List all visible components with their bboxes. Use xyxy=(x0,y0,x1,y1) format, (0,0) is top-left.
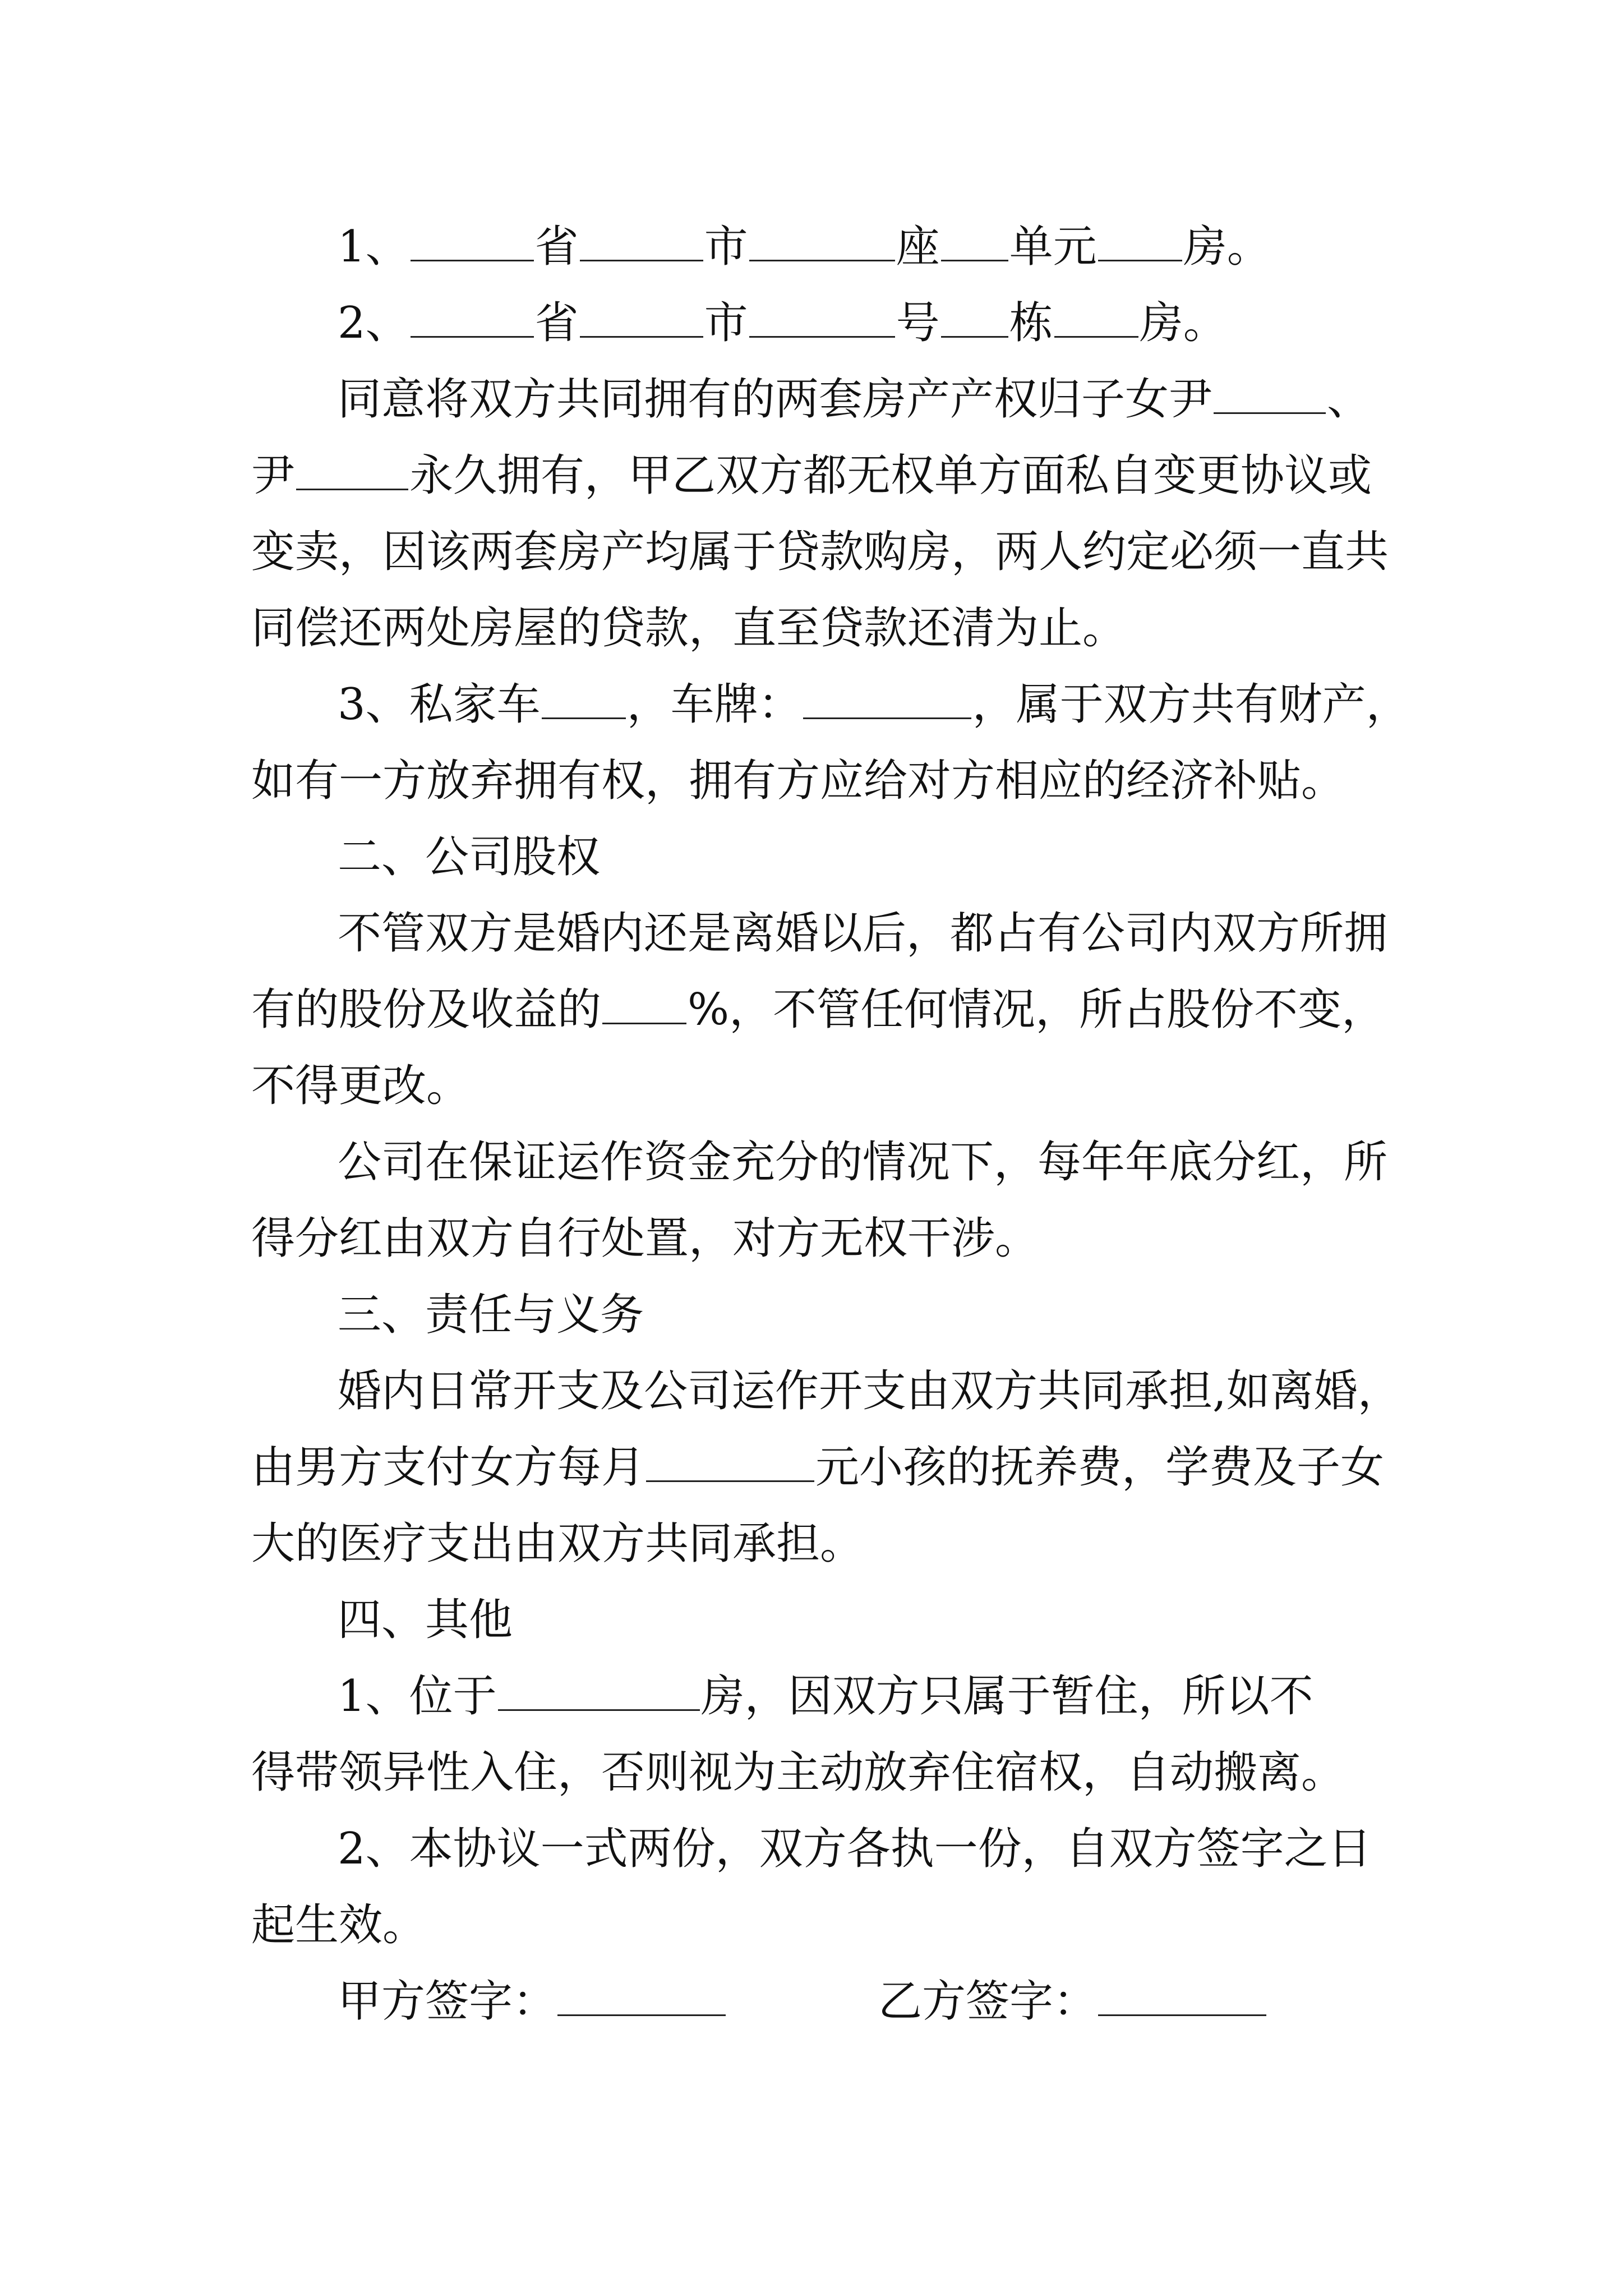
blank-field[interactable] xyxy=(941,254,1008,261)
blank-field[interactable] xyxy=(749,330,895,338)
text: 房。 xyxy=(1183,222,1271,272)
paragraph-line: 如有一方放弃拥有权，拥有方应给对方相应的经济补贴。 xyxy=(251,756,1345,806)
paragraph-line xyxy=(251,438,1378,514)
text: 同意将双方共同拥有的两套房产产权归子女尹 xyxy=(338,374,1213,425)
paragraph-line: 同偿还两处房屋的贷款，直至贷款还清为止。 xyxy=(251,603,1127,654)
party-a-signature-label: 甲方签字： xyxy=(338,1976,557,2027)
blank-field[interactable] xyxy=(803,712,971,719)
paragraph-line: 2、本协议一式两份，双方各执一份，自双方签字之日 xyxy=(338,1824,1372,1874)
text: ，属于双方共有财产， xyxy=(972,679,1410,730)
party-a-signature-field[interactable] xyxy=(557,2009,726,2016)
text: 座 xyxy=(896,222,940,272)
text: 元小孩的抚养费，学费及子女 xyxy=(815,1442,1385,1493)
paragraph-line: 得带领异性入住，否则视为主动放弃住宿权，自动搬离。 xyxy=(251,1747,1345,1798)
blank-field[interactable] xyxy=(498,1704,700,1711)
paragraph-line xyxy=(251,361,1378,438)
line-house-2 xyxy=(251,285,1378,361)
blank-field[interactable] xyxy=(580,254,703,261)
text: 市 xyxy=(704,222,748,272)
text: 省 xyxy=(534,298,579,348)
text: 省 xyxy=(534,222,579,272)
text: 栋 xyxy=(1009,298,1053,348)
text: ，车牌： xyxy=(626,679,802,730)
text: 、 xyxy=(1327,374,1371,425)
blank-field[interactable] xyxy=(1054,330,1138,338)
text: 有的股份及收益的 xyxy=(251,984,602,1035)
text: 1、位于 xyxy=(338,1671,497,1722)
text: 房。 xyxy=(1139,298,1227,348)
paragraph-line xyxy=(251,1658,1378,1734)
text: 2、 xyxy=(338,298,409,348)
paragraph-line: 婚内日常开支及公司运作开支由双方共同承担,如离婚， xyxy=(338,1366,1401,1416)
paragraph-line: 公司在保证运作资金充分的情况下，每年年底分红，所 xyxy=(338,1137,1388,1188)
text: 由男方支付女方每月 xyxy=(251,1442,645,1493)
signature-line xyxy=(251,1963,1378,2040)
text: 永久拥有，甲乙双方都无权单方面私自变更协议或 xyxy=(409,450,1372,501)
line-house-1 xyxy=(251,209,1378,285)
paragraph-line: 得分红由双方自行处置，对方无权干涉。 xyxy=(251,1213,1039,1264)
text: 3、私家车 xyxy=(338,679,541,730)
blank-field[interactable] xyxy=(749,254,895,261)
blank-field[interactable] xyxy=(296,483,408,490)
paragraph-line: 不管双方是婚内还是离婚以后，都占有公司内双方所拥 xyxy=(338,908,1388,959)
blank-field[interactable] xyxy=(1098,254,1182,261)
party-b-signature-field[interactable] xyxy=(1098,2009,1266,2016)
blank-field[interactable] xyxy=(602,1017,686,1024)
text: 单元 xyxy=(1009,222,1097,272)
paragraph-line: 变卖，因该两套房产均属于贷款购房，两人约定必须一直共 xyxy=(251,527,1389,577)
blank-field[interactable] xyxy=(1214,407,1326,414)
paragraph-line xyxy=(251,1429,1385,1506)
text: 尹 xyxy=(251,450,296,501)
paragraph-line: 不得更改。 xyxy=(251,1061,471,1111)
section-heading: 三、责任与义务 xyxy=(338,1290,644,1340)
paragraph-line xyxy=(251,972,1386,1048)
text: 房，因双方只属于暂住，所以不 xyxy=(700,1671,1313,1722)
paragraph-line: 起生效。 xyxy=(251,1900,427,1950)
blank-field[interactable] xyxy=(646,1475,814,1482)
blank-field[interactable] xyxy=(411,254,534,261)
text: 1、 xyxy=(338,222,409,272)
blank-field[interactable] xyxy=(411,330,534,338)
line-car xyxy=(251,666,1410,743)
party-b-signature-label: 乙方签字： xyxy=(878,1976,1098,2027)
text: 号 xyxy=(896,298,940,348)
text: 市 xyxy=(704,298,748,348)
section-heading: 二、公司股权 xyxy=(338,832,601,882)
document-body xyxy=(251,209,1410,2040)
section-heading: 四、其他 xyxy=(338,1595,513,1645)
blank-field[interactable] xyxy=(542,712,626,719)
blank-field[interactable] xyxy=(580,330,703,338)
text: %，不管任何情况，所占股份不变， xyxy=(688,984,1386,1035)
paragraph-line: 大的医疗支出由双方共同承担。 xyxy=(251,1519,864,1569)
blank-field[interactable] xyxy=(941,330,1008,338)
